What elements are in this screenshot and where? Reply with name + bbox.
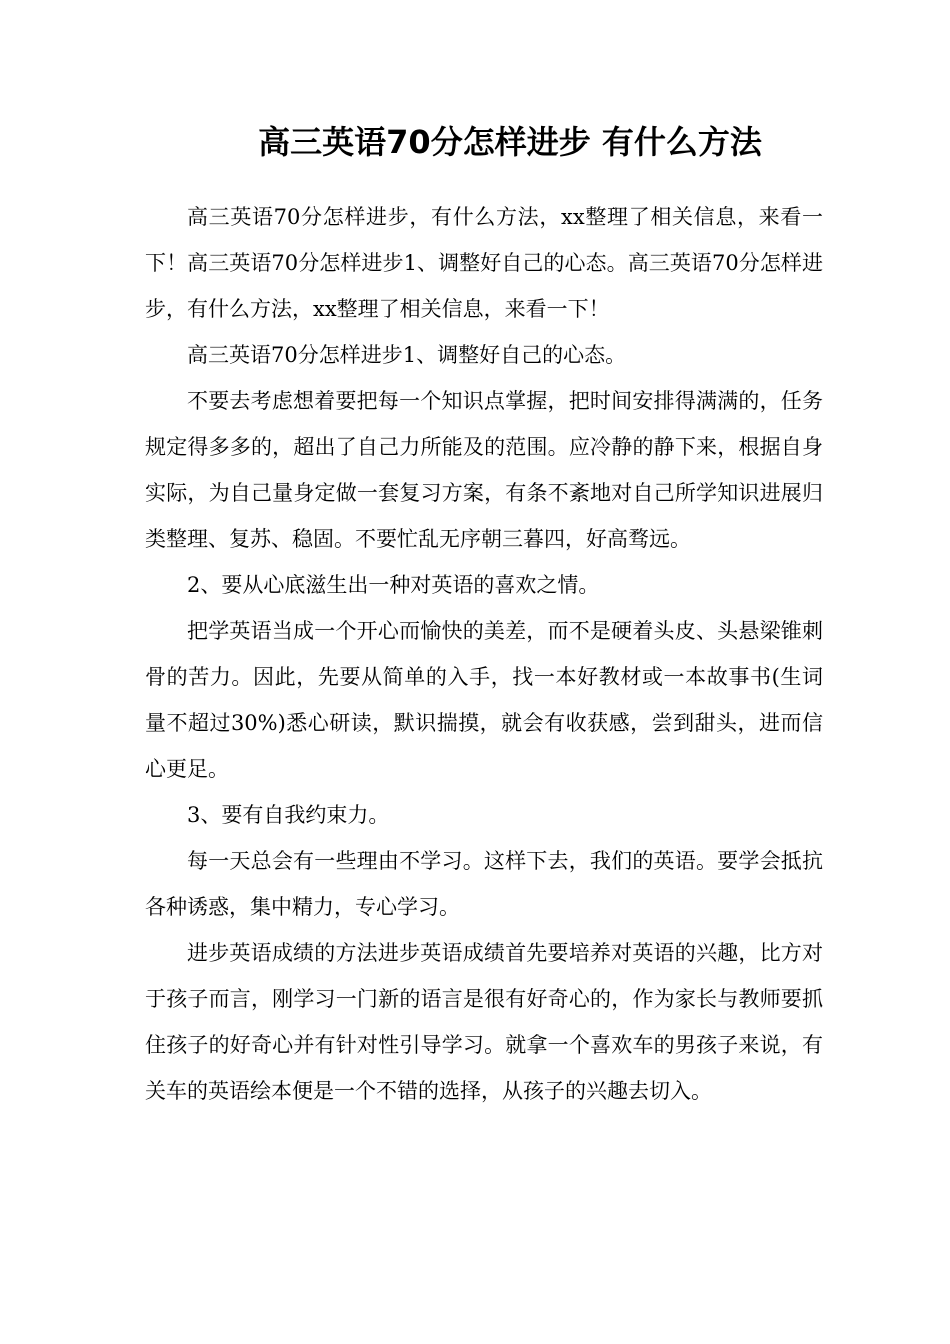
paragraph: 把学英语当成一个开心而愉快的美差，而不是硬着头皮、头悬梁锥刺骨的苦力。因此，先要从简单的入手，找一本好教材或一本故事书(生词量不超过30%)悉心研读，默识揣摸，就会有收获感，尝到甜头，进而信心更足。: [145, 619, 823, 781]
document-title: 高三英语70分怎样进步 有什么方法: [258, 123, 762, 161]
paragraph: 3、要有自我约束力。: [187, 803, 390, 827]
paragraph: 高三英语70分怎样进步，有什么方法，xx整理了相关信息，来看一下！高三英语70分怎样进步1、调整好自己的心态。高三英语70分怎样进步，有什么方法，xx整理了相关信息，来看一下！: [145, 205, 823, 321]
paragraph: 2、要从心底滋生出一种对英语的喜欢之情。: [187, 573, 600, 597]
paragraph: 每一天总会有一些理由不学习。这样下去，我们的英语。要学会抵抗各种诱惑，集中精力，专心学习。: [145, 849, 823, 919]
document-body: [145, 194, 823, 1114]
paragraph: 高三英语70分怎样进步1、调整好自己的心态。: [187, 343, 627, 367]
paragraph: 不要去考虑想着要把每一个知识点掌握，把时间安排得满满的，任务规定得多多的，超出了自己力所能及的范围。应冷静的静下来，根据自身实际，为自己量身定做一套复习方案，有条不紊地对自己所学知识进展归类整理、复苏、稳固。不要忙乱无序朝三暮四，好高骛远。: [145, 389, 823, 551]
paragraph: 进步英语成绩的方法进步英语成绩首先要培养对英语的兴趣，比方对于孩子而言，刚学习一门新的语言是很有好奇心的，作为家长与教师要抓住孩子的好奇心并有针对性引导学习。就拿一个喜欢车的男孩子来说，有关车的英语绘本便是一个不错的选择，从孩子的兴趣去切入。: [145, 941, 823, 1103]
